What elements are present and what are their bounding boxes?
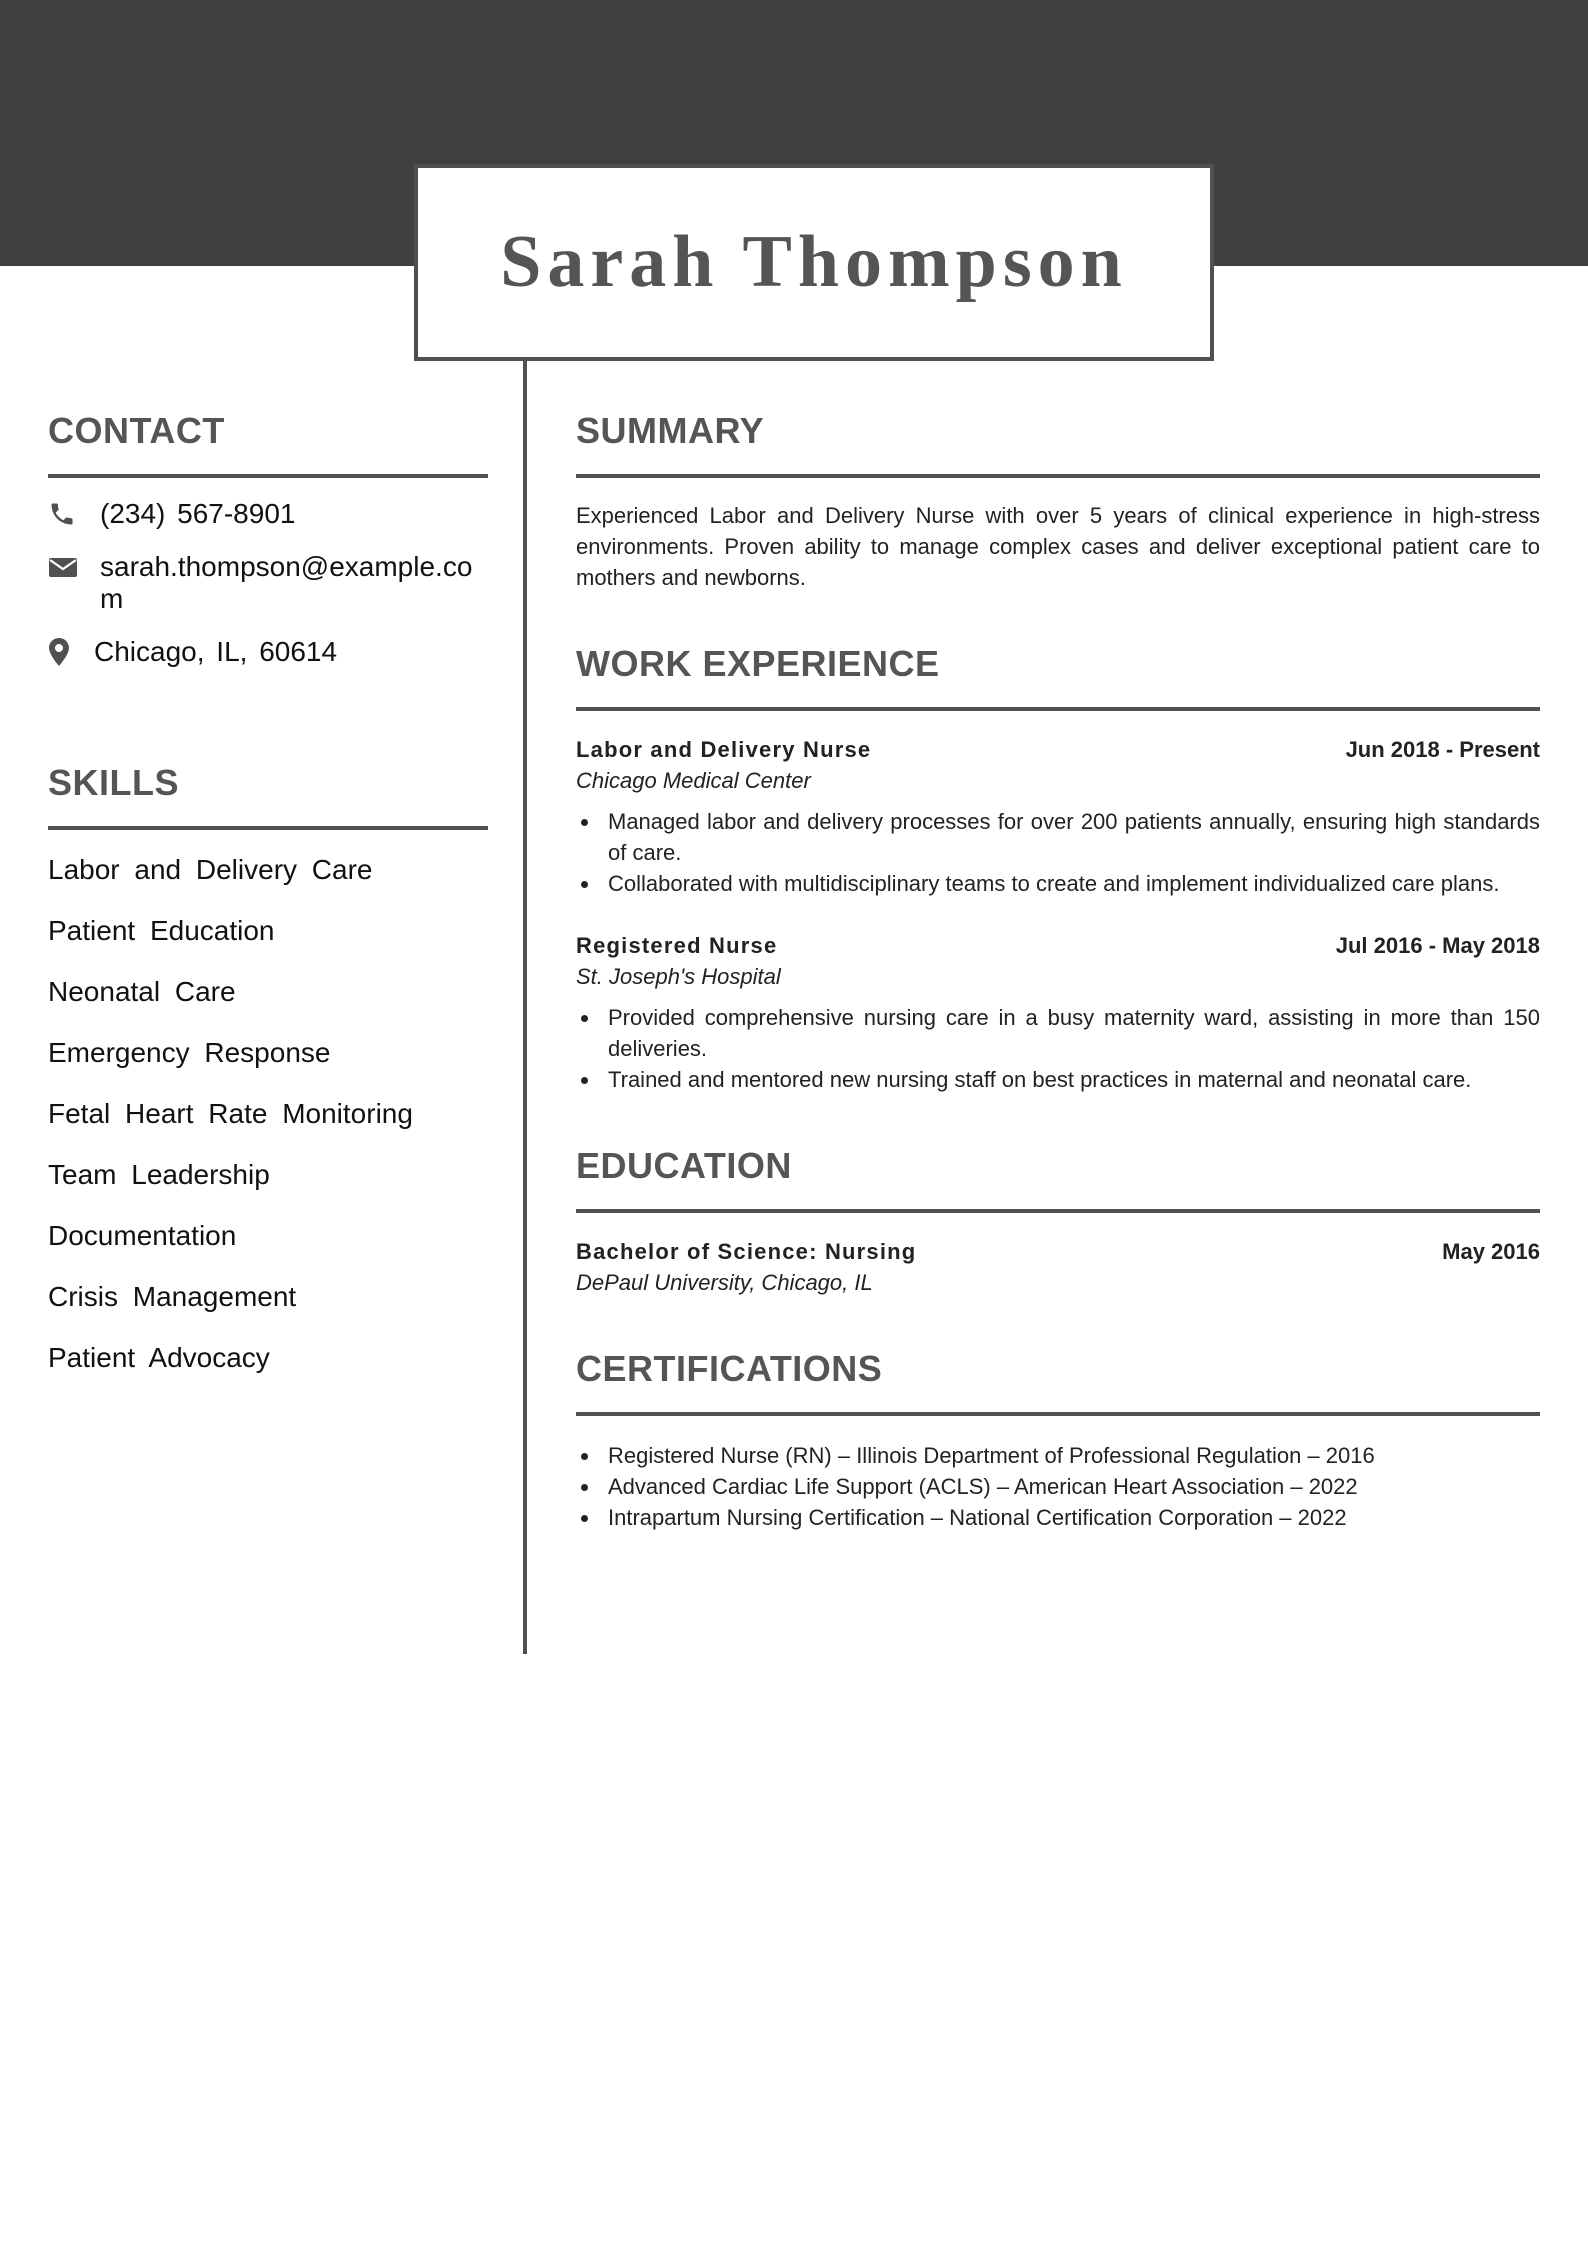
skill-item: Documentation	[48, 1220, 237, 1251]
skill-item: Neonatal Care	[48, 976, 236, 1007]
job-dates: Jul 2016 - May 2018	[1335, 933, 1540, 958]
summary-text: Experienced Labor and Delivery Nurse with over 5 years of clinical experience in high-stress environments. Proven ability to manage complex cases and deliver exceptional patient care to mothers and newborns.	[576, 503, 1540, 590]
skills-heading: SKILLS	[48, 762, 488, 830]
school: DePaul University, Chicago, IL	[576, 1270, 873, 1295]
job-employer: Chicago Medical Center	[576, 768, 811, 793]
certification-item: Intrapartum Nursing Certification – National Certification Corporation – 2022	[576, 1502, 1540, 1533]
map-marker-icon	[48, 636, 94, 668]
email-text[interactable]: sarah.thompson@example.com	[100, 551, 473, 614]
experience-section	[576, 643, 1540, 1095]
name-box	[414, 164, 1214, 361]
job-employer: St. Joseph's Hospital	[576, 964, 781, 989]
job-entry	[576, 931, 1540, 1095]
candidate-name: Sarah Thompson	[500, 221, 1128, 303]
contact-section	[48, 410, 488, 668]
job-bullet: Provided comprehensive nursing care in a busy maternity ward, assisting in more than 150 deliveries.	[576, 1002, 1540, 1064]
contact-email	[48, 551, 488, 615]
contact-heading: CONTACT	[48, 410, 488, 478]
skill-item: Emergency Response	[48, 1037, 331, 1068]
education-section	[576, 1145, 1540, 1298]
job-bullet: Managed labor and delivery processes for over 200 patients annually, ensuring high standards of care.	[576, 806, 1540, 868]
education-heading: EDUCATION	[576, 1145, 1540, 1213]
envelope-icon	[48, 551, 100, 583]
job-title: Registered Nurse	[576, 933, 778, 958]
job-title: Labor and Delivery Nurse	[576, 737, 872, 762]
column-divider	[523, 361, 527, 1654]
skills-section	[48, 762, 488, 1378]
phone-text: (234) 567-8901	[100, 498, 296, 529]
skill-item: Team Leadership	[48, 1159, 270, 1190]
skill-item: Crisis Management	[48, 1281, 297, 1312]
skill-item: Fetal Heart Rate Monitoring	[48, 1098, 413, 1129]
experience-heading: WORK EXPERIENCE	[576, 643, 1540, 711]
degree: Bachelor of Science: Nursing	[576, 1239, 917, 1264]
skill-item: Patient Education	[48, 915, 275, 946]
job-bullet: Trained and mentored new nursing staff on best practices in maternal and neonatal care.	[576, 1064, 1540, 1095]
location-text: Chicago, IL, 60614	[94, 636, 338, 667]
skill-item: Patient Advocacy	[48, 1342, 270, 1373]
job-bullet: Collaborated with multidisciplinary teams to create and implement individualized care plans.	[576, 868, 1540, 899]
contact-location	[48, 636, 488, 668]
certification-item: Advanced Cardiac Life Support (ACLS) – American Heart Association – 2022	[576, 1471, 1540, 1502]
summary-heading: SUMMARY	[576, 410, 1540, 478]
phone-icon	[48, 498, 100, 530]
job-entry	[576, 735, 1540, 899]
summary-section	[576, 410, 1540, 593]
contact-phone	[48, 498, 488, 530]
certifications-heading: CERTIFICATIONS	[576, 1348, 1540, 1416]
graduation-date: May 2016	[1442, 1239, 1540, 1264]
certifications-section	[576, 1348, 1540, 1533]
skill-list	[48, 850, 488, 1378]
certification-item: Registered Nurse (RN) – Illinois Department of Professional Regulation – 2016	[576, 1440, 1540, 1471]
skill-item: Labor and Delivery Care	[48, 854, 373, 885]
left-column	[48, 410, 488, 1399]
right-column	[576, 410, 1540, 1533]
job-dates: Jun 2018 - Present	[1345, 737, 1540, 762]
